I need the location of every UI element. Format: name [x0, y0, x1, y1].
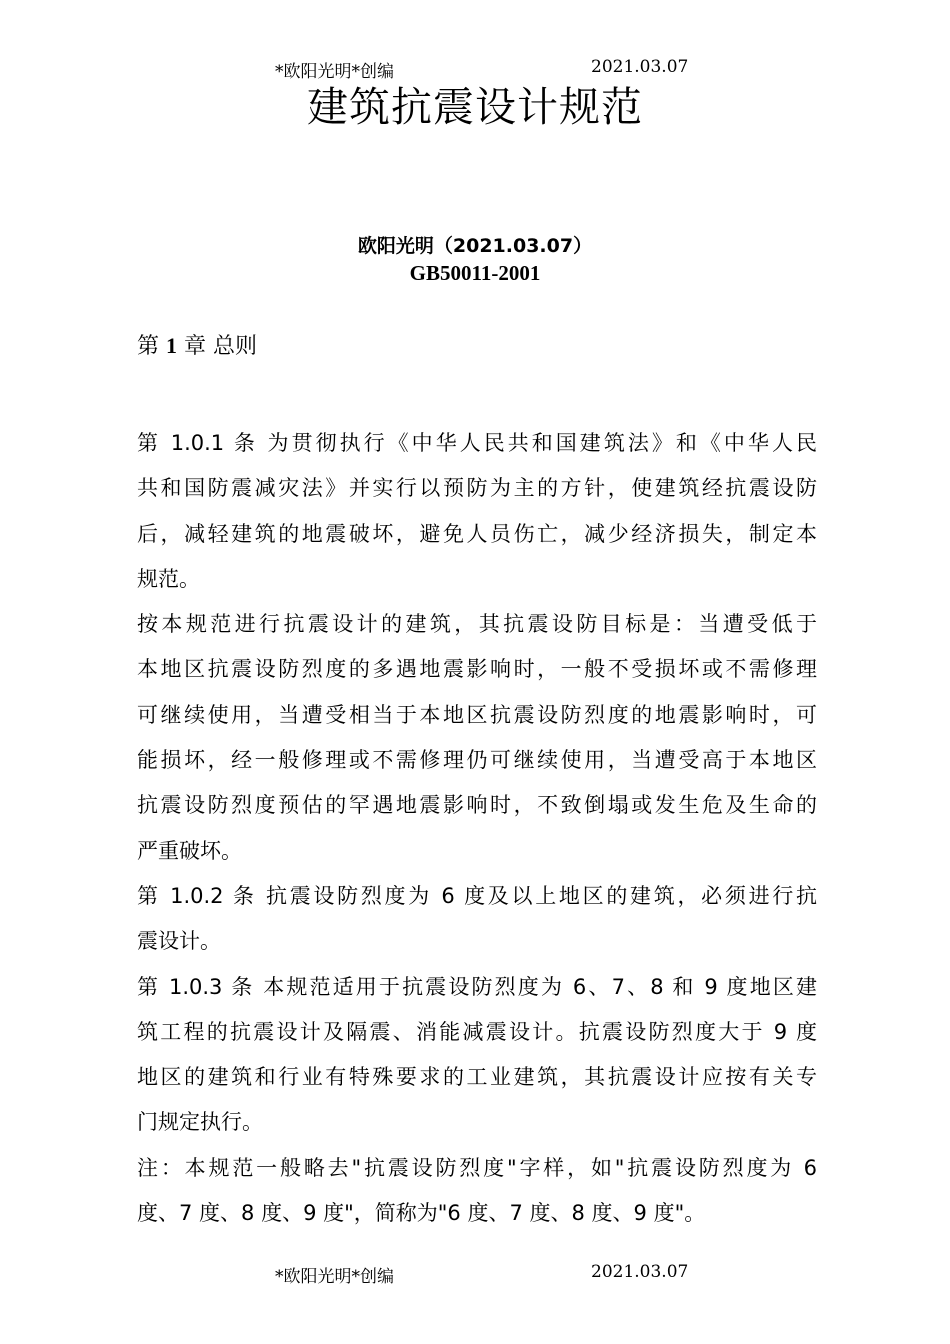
body-line: 严重破坏。 — [137, 838, 242, 863]
body-line: 第 1.0.2 条 抗震设防烈度为 6 度及以上地区的建筑，必须进行抗 — [137, 883, 817, 908]
body-line: 第 1.0.1 条 为贯彻执行《中华人民共和国建筑法》和《中华人民 — [137, 431, 817, 455]
standard-code: GB50011-2001 — [409, 261, 541, 285]
body-text — [137, 421, 817, 1236]
body-line: 门规定执行。 — [137, 1110, 263, 1135]
body-line: 地区的建筑和行业有特殊要求的工业建筑，其抗震设计应按有关专 — [137, 1065, 817, 1090]
body-line: 后，减轻建筑的地震破坏，避免人员伤亡，减少经济损失，制定本 — [137, 521, 817, 546]
body-line: 按本规范进行抗震设计的建筑，其抗震设防目标是：当遭受低于 — [137, 612, 817, 637]
author-line: 欧阳光明（2021.03.07） — [357, 235, 593, 257]
chapter-prefix: 第 — [137, 334, 160, 359]
body-line: 规范。 — [137, 566, 200, 591]
chapter-heading — [137, 329, 257, 360]
document-title: 建筑抗震设计规范 — [307, 83, 643, 131]
footer-date: 2021.03.07 — [591, 1262, 689, 1282]
body-line: 筑工程的抗震设计及隔震、消能减震设计。抗震设防烈度大于 9 度 — [137, 1019, 817, 1044]
chapter-title: 章 总则 — [184, 334, 258, 359]
body-line: 共和国防震减灾法》并实行以预防为主的方针，使建筑经抗震设防 — [137, 476, 817, 501]
body-line: 度、7 度、8 度、9 度"，简称为"6 度、7 度、8 度、9 度"。 — [137, 1201, 706, 1226]
body-line: 本地区抗震设防烈度的多遇地震影响时，一般不受损坏或不需修理 — [137, 657, 817, 682]
body-line: 注：本规范一般略去"抗震设防烈度"字样，如"抗震设防烈度为 6 — [137, 1155, 817, 1180]
footer-author: *欧阳光明*创编 — [275, 1267, 394, 1287]
body-line: 第 1.0.3 条 本规范适用于抗震设防烈度为 6、7、8 和 9 度地区建 — [137, 974, 817, 999]
body-line: 抗震设防烈度预估的罕遇地震影响时，不致倒塌或发生危及生命的 — [137, 793, 817, 818]
body-line: 能损坏，经一般修理或不需修理仍可继续使用，当遭受高于本地区 — [137, 748, 817, 773]
header-date: 2021.03.07 — [591, 57, 689, 77]
body-line: 震设计。 — [137, 929, 221, 954]
body-line: 可继续使用，当遭受相当于本地区抗震设防烈度的地震影响时，可 — [137, 702, 817, 727]
header-author: *欧阳光明*创编 — [275, 62, 394, 82]
chapter-number: 1 — [166, 333, 178, 358]
